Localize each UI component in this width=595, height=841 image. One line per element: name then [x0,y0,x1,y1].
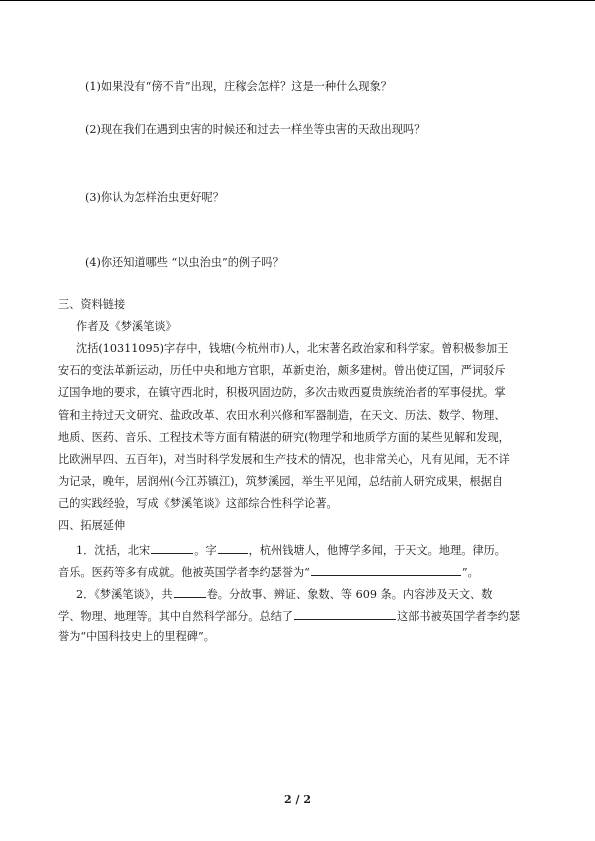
paragraph-line: 地质、医药、音乐、工程技术等方面有精湛的研究(物理学和地质学方面的某些见解和发现， [58,431,510,444]
exercise-2-line-1: 2．《梦溪笔谈》，共 卷。分故事、辨证、象数、等 609 条。内容涉及天文、数 [76,588,493,601]
section-3-heading: 三、资料链接 [58,298,126,311]
exercise-2-line-3: 誉为“中国科技史上的里程碑”。 [58,630,215,643]
section-3-subheading: 作者及《梦溪笔谈》 [76,320,177,333]
exercise-1-line-1: 1．沈括，北宋 。字 ，杭州钱塘人，他博学多闻，于天文。地理。律历。 [76,544,506,557]
paragraph-line: 己的实践经验，写成《梦溪笔谈》这部综合性科学论著。 [58,497,338,510]
paragraph-line: 沈括(10311095)字存中，钱塘(今杭州市)人，北宋著名政治家和科学家。曾积极参加王 [76,342,509,355]
paragraph-line: 辽国争地的要求，在镇守西北时，积极巩固边防，多次击败西夏贵族统治者的军事侵扰。掌 [58,386,506,399]
blank-courtesy-name-field[interactable] [218,542,248,554]
exercise-2-line-2: 学、物理、地理等。其中自然科学部分。总结了 这部书被英国学者李约瑟 [58,610,521,623]
section-4-heading: 四、拓展延伸 [58,519,126,532]
paragraph-line: 管和主持过天文研究、盐政改革、农田水利兴修和军器制造，在天文、历法、数学、物理、 [58,409,506,422]
page-number: 2 / 2 [284,793,311,806]
paragraph-line: 安石的变法革新运动，历任中央和地方官职，革新吏治，颇多建树。曾出使辽国，严词驳斥 [58,364,506,377]
question-3: (3)你认为怎样治虫更好呢？ [85,191,224,204]
blank-volume-count-field[interactable] [174,586,206,598]
question-1: (1)如果没有“傍不肯”出现，庄稼会怎样？这是一种什么现象？ [85,80,392,93]
paragraph-line: 比欧洲早四、五百年)，对当时科学发展和生产技术的情况，也非常关心，凡有见闻，无不详 [58,453,510,466]
blank-dynasty-field[interactable] [151,542,193,554]
blank-summary-field[interactable] [294,608,396,620]
question-2: (2)现在我们在遇到虫害的时候还和过去一样坐等虫害的天敌出现吗？ [85,123,426,136]
blank-praise-field[interactable] [311,564,461,576]
exercise-1-line-2: 音乐。医药等多有成就。他被英国学者李约瑟誉为“ ”。 [58,566,479,579]
question-4: (4)你还知道哪些 “以虫治虫”的例子吗？ [85,256,284,269]
top-rule [0,0,595,1]
paragraph-line: 为记录，晚年，居润州(今江苏镇江)，筑梦溪园，举生平见闻，总结前人研究成果，根据自 [58,475,504,488]
